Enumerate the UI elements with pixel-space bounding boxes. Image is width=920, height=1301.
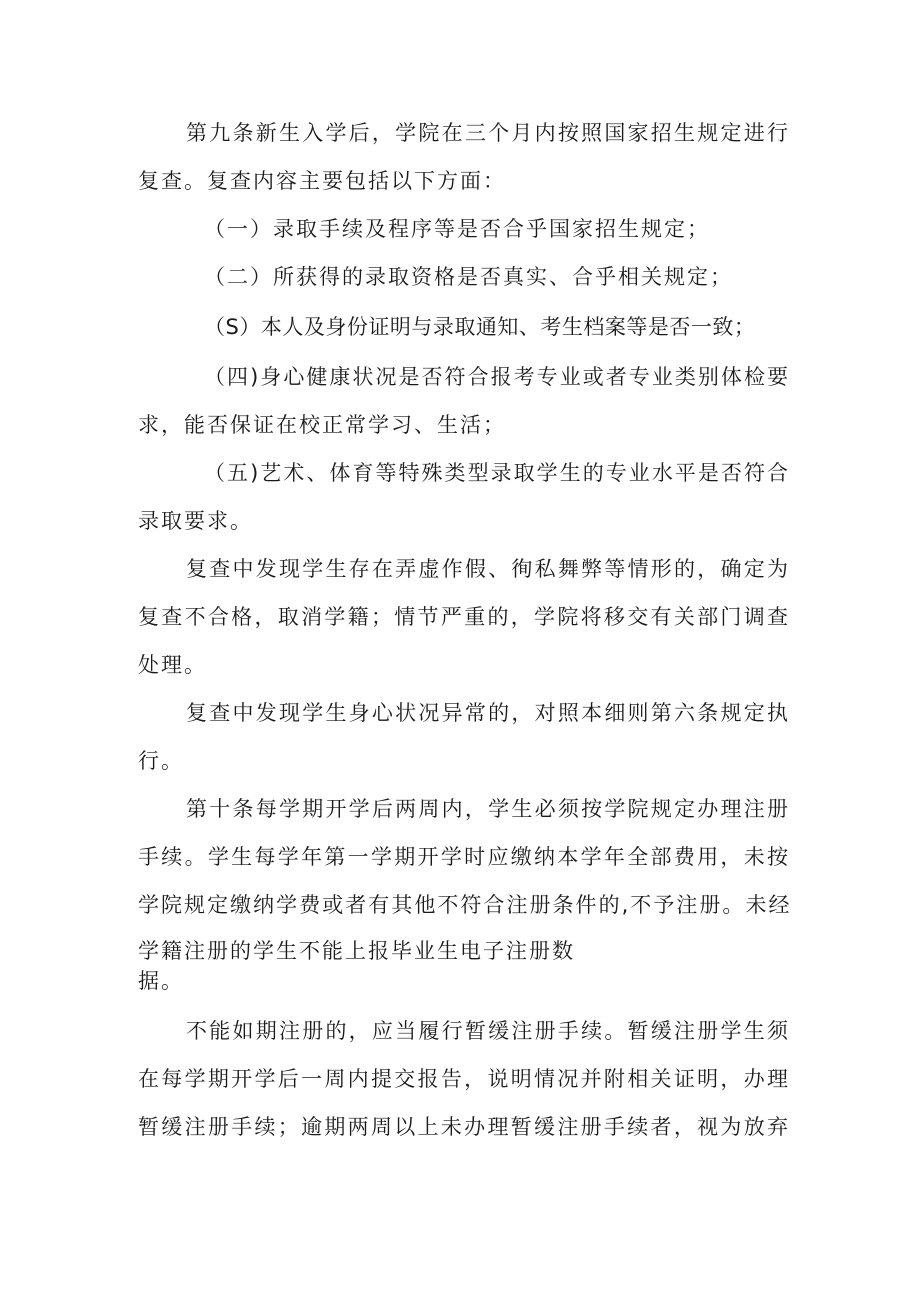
item-4-line-2: 求，能否保证在校正常学习、生活；: [138, 413, 506, 437]
item-2-line: （二）所获得的录取资格是否真实、合乎相关规定；: [204, 265, 733, 289]
para-health-line-1: 复查中发现学生身心状况异常的，对照本细则第六条规定执: [186, 701, 790, 725]
article-10-line-4: 学籍注册的学生不能上报毕业生电子注册数: [138, 939, 575, 963]
article-10-line-5: 据。: [138, 969, 184, 993]
article-10-line-1: 第十条每学期开学后两周内，学生必须按学院规定办理注册: [186, 797, 790, 821]
item-4-line-1: （四)身心健康状况是否符合报考专业或者专业类别体检要: [204, 365, 790, 389]
item-5-line-2: 录取要求。: [138, 509, 253, 533]
para-health-line-2: 行。: [138, 749, 184, 773]
para-defer-line-3: 暂缓注册手续；逾期两周以上未办理暂缓注册手续者，视为放弃: [138, 1115, 790, 1139]
para-fraud-line-3: 处理。: [138, 653, 207, 677]
article-9-line-1: 第九条新生入学后，学院在三个月内按照国家招生规定进行: [186, 121, 790, 145]
item-5-line-1: （五)艺术、体育等特殊类型录取学生的专业水平是否符合: [204, 461, 790, 485]
para-defer-line-1: 不能如期注册的，应当履行暂缓注册手续。暂缓注册学生须: [186, 1019, 790, 1043]
para-fraud-line-1: 复查中发现学生存在弄虚作假、徇私舞弊等情形的，确定为: [186, 557, 790, 581]
para-defer-line-2: 在每学期开学后一周内提交报告，说明情况并附相关证明，办理: [138, 1067, 790, 1091]
article-10-line-3: 学院规定缴纳学费或者有其他不符合注册条件的,不予注册。未经: [138, 893, 790, 917]
article-10-line-2: 手续。学生每学年第一学期开学时应缴纳本学年全部费用，未按: [138, 845, 790, 869]
item-3-line: （S）本人及身份证明与录取通知、考生档案等是否一致；: [204, 315, 756, 339]
article-9-line-2: 复查。复查内容主要包括以下方面：: [138, 169, 506, 193]
item-1-line: （一）录取手续及程序等是否合乎国家招生规定；: [204, 217, 710, 241]
para-fraud-line-2: 复查不合格，取消学籍；情节严重的，学院将移交有关部门调查: [138, 605, 790, 629]
